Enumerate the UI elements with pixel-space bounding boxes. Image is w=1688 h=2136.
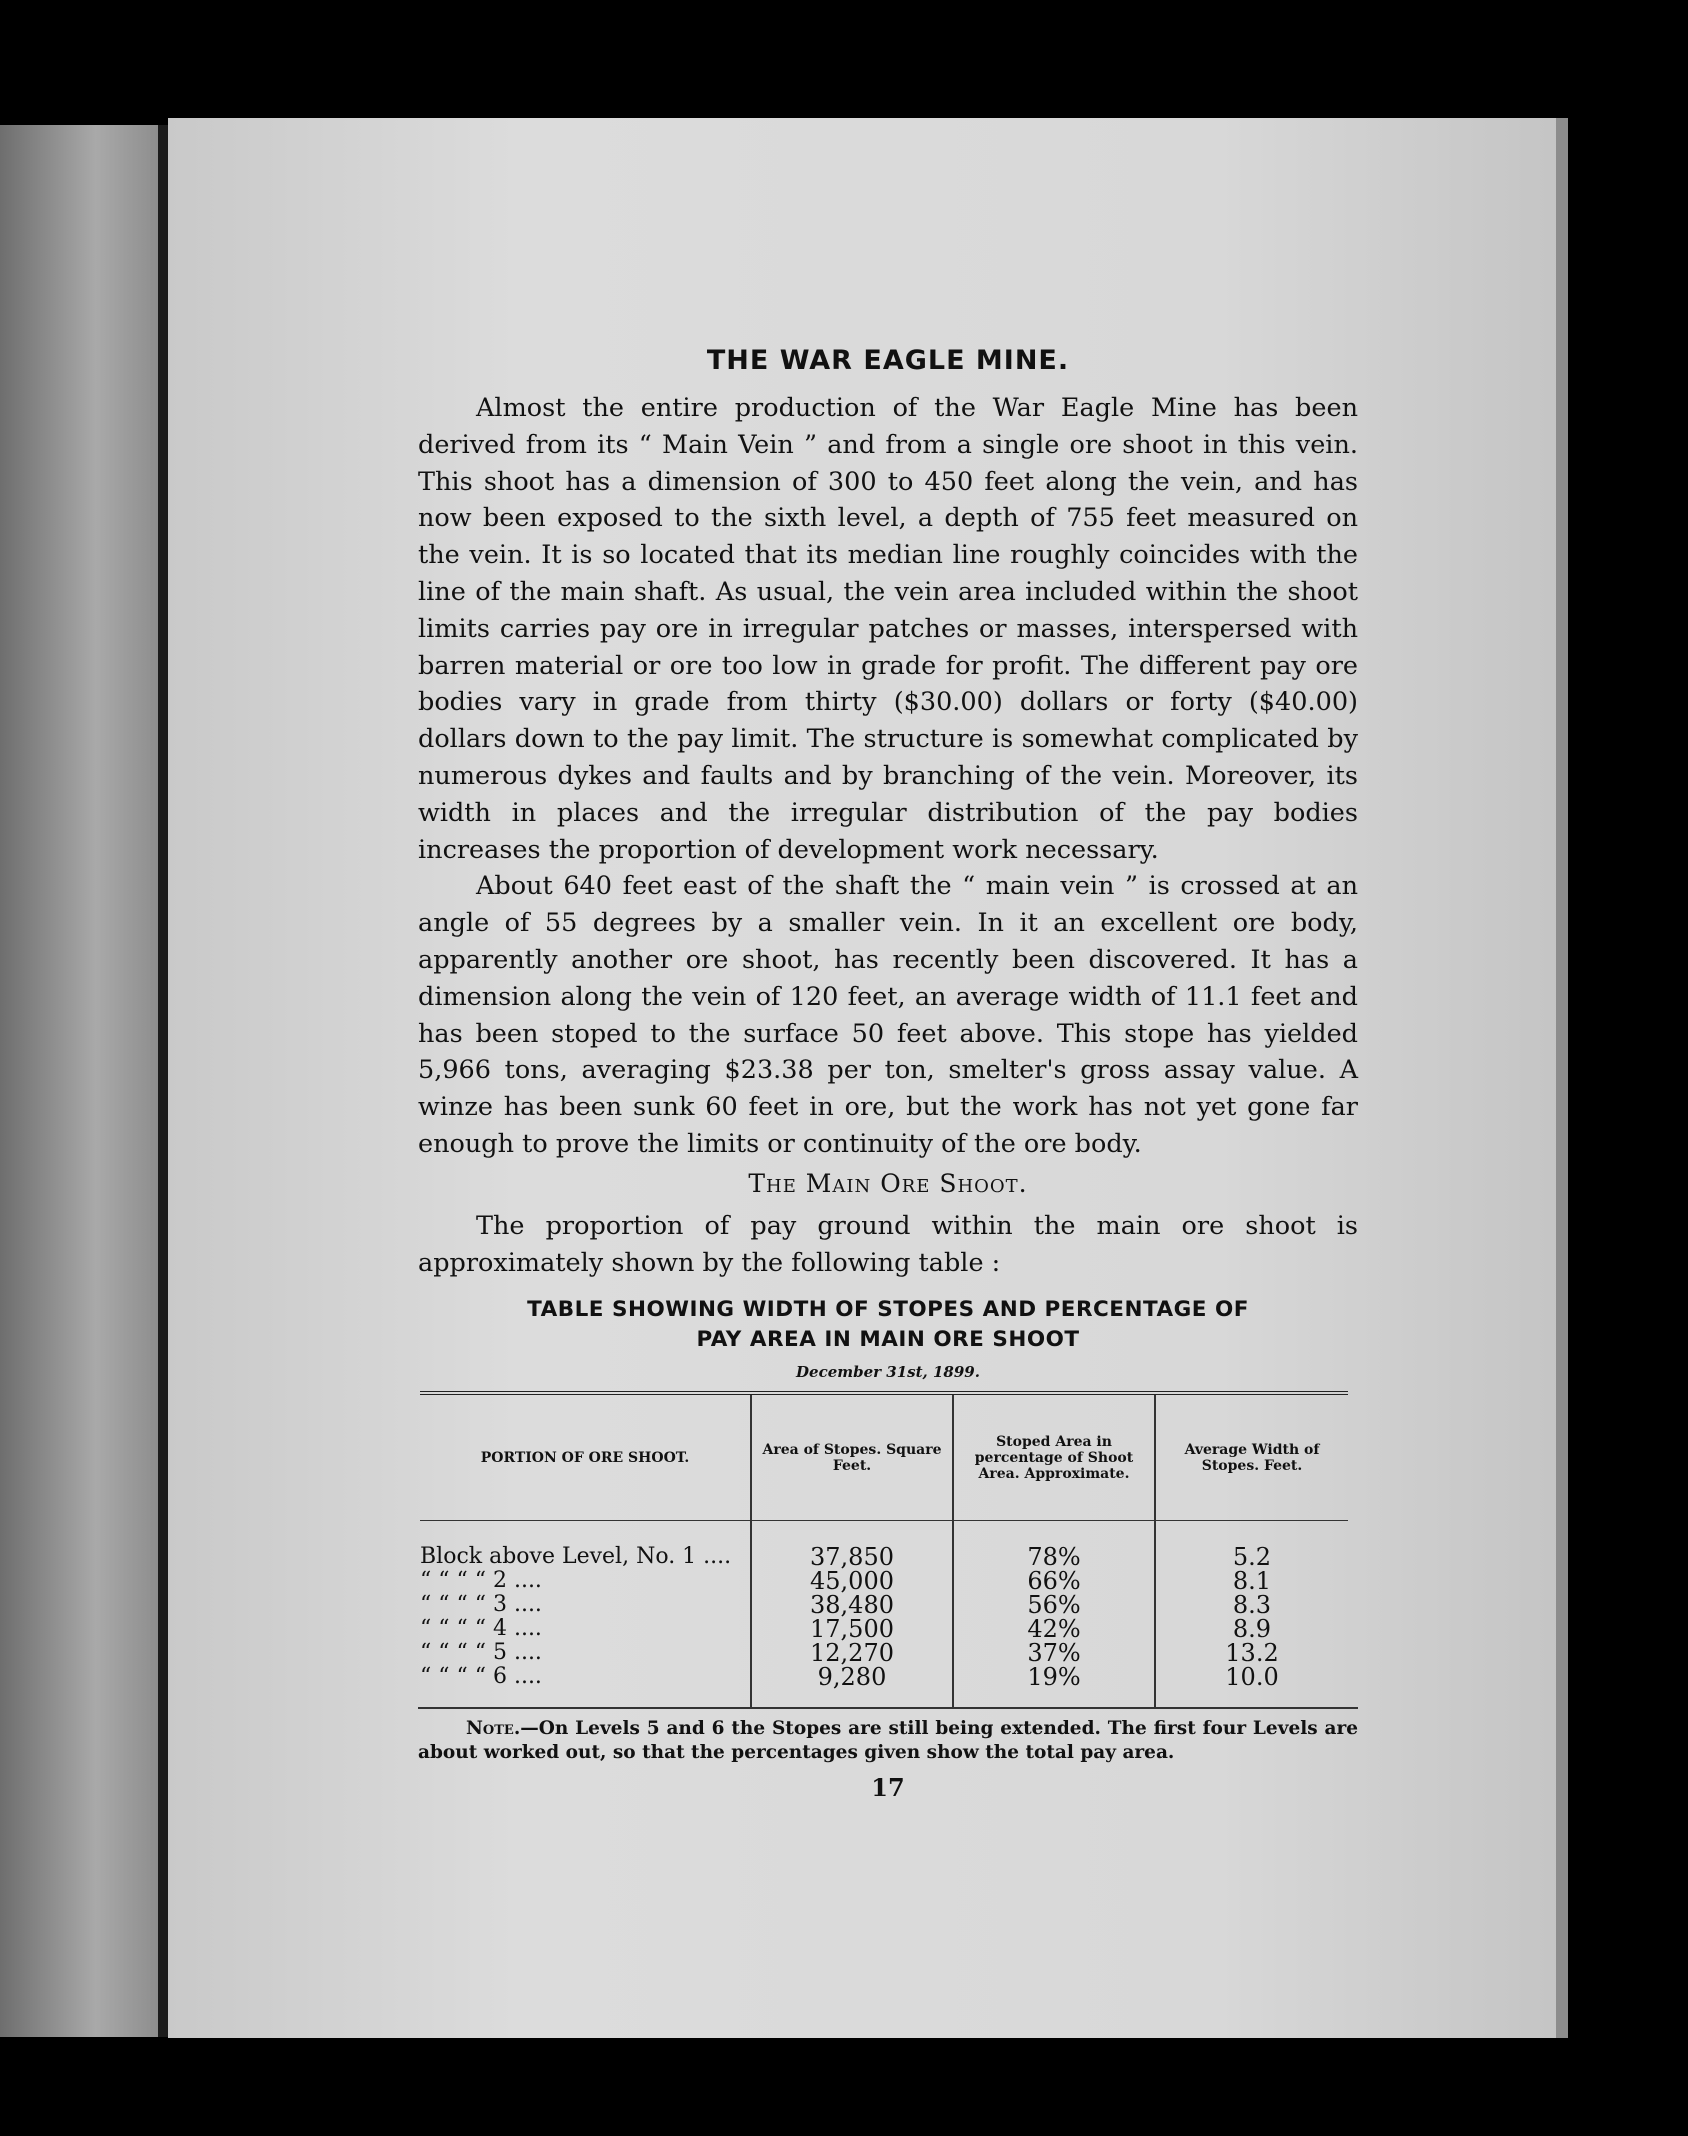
cell-width: 10.0 xyxy=(1155,1665,1348,1707)
cell-percentage: 56% xyxy=(953,1593,1155,1617)
cell-area: 9,280 xyxy=(751,1665,953,1707)
cell-area: 17,500 xyxy=(751,1617,953,1641)
cell-percentage: 42% xyxy=(953,1617,1155,1641)
cell-width: 8.3 xyxy=(1155,1593,1348,1617)
table-row xyxy=(420,1665,1348,1707)
table-title-line: TABLE SHOWING WIDTH OF STOPES AND PERCENTAGE OF xyxy=(527,1297,1249,1323)
cell-width: 8.9 xyxy=(1155,1617,1348,1641)
header-percentage: Stoped Area in percentage of Shoot Area. Approximate. xyxy=(953,1393,1155,1521)
page-number: 17 xyxy=(871,1773,905,1803)
table-note xyxy=(418,1707,1358,1765)
table-row xyxy=(420,1641,1348,1665)
cell-portion: “ “ “ “ 4 .... xyxy=(420,1616,542,1642)
cell-width: 5.2 xyxy=(1155,1521,1348,1570)
page-title: THE WAR EAGLE MINE. xyxy=(706,345,1070,376)
page-edge xyxy=(1556,118,1568,2038)
cell-portion: “ “ “ “ 3 .... xyxy=(420,1592,542,1618)
cell-percentage: 66% xyxy=(953,1569,1155,1593)
header-portion: PORTION OF ORE SHOOT. xyxy=(420,1393,751,1521)
section-heading: The Main Ore Shoot. xyxy=(748,1168,1028,1198)
table-date: December 31st, 1899. xyxy=(796,1363,980,1382)
table-intro: The proportion of pay ground within the main ore shoot is approximately shown by the following table : xyxy=(418,1210,1358,1278)
cell-width: 13.2 xyxy=(1155,1641,1348,1665)
page-content xyxy=(418,345,1358,1802)
table-row xyxy=(420,1617,1348,1641)
facing-page xyxy=(0,125,160,2037)
cell-area: 12,270 xyxy=(751,1641,953,1665)
cell-area: 45,000 xyxy=(751,1569,953,1593)
note-text: —On Levels 5 and 6 the Stopes are still being extended. The first four Levels are about worked out, so that the percentages given show the total pay area. xyxy=(418,1718,1358,1764)
cell-area: 38,480 xyxy=(751,1593,953,1617)
cell-area: 37,850 xyxy=(751,1521,953,1570)
cell-portion: “ “ “ “ 6 .... xyxy=(420,1664,542,1690)
note-label: Note. xyxy=(466,1718,521,1740)
cell-portion: “ “ “ “ 2 .... xyxy=(420,1568,542,1594)
header-width: Average Width of Stopes. Feet. xyxy=(1155,1393,1348,1521)
table-row xyxy=(420,1521,1348,1570)
ore-shoot-table xyxy=(420,1391,1348,1707)
table-header-row xyxy=(420,1393,1348,1521)
cell-portion: Block above Level, No. 1 .... xyxy=(420,1544,732,1570)
header-area: Area of Stopes. Square Feet. xyxy=(751,1393,953,1521)
paragraph: Almost the entire production of the War Eagle Mine has been derived from its “ Main Vein ” and from a single ore shoot in this vein. This shoot has a dimension of 300 to 450 feet along the vein, and has now been exposed to the sixth level, a depth of 755 feet measured on the vein. It is so located that its median line roughly coincides with the line of the main shaft. As usual, the vein area included within the shoot limits carries pay ore in irregular patches or masses, interspersed with barren material or ore too low in grade for profit. The different pay ore bodies vary in grade from thirty ($30.00) dollars or forty ($40.00) dollars down to the pay limit. The structure is somewhat complicated by numerous dykes and faults and by branching of the vein. Moreover, its width in places and the irregular distribution of the pay bodies increases the proportion of development work necessary. xyxy=(418,393,1358,865)
cell-percentage: 78% xyxy=(953,1521,1155,1570)
cell-portion: “ “ “ “ 5 .... xyxy=(420,1640,542,1666)
cell-percentage: 19% xyxy=(953,1665,1155,1707)
table-title-line: PAY AREA IN MAIN ORE SHOOT xyxy=(696,1327,1080,1353)
table-row xyxy=(420,1569,1348,1593)
table-title xyxy=(418,1295,1358,1355)
cell-width: 8.1 xyxy=(1155,1569,1348,1593)
book-spine xyxy=(158,125,168,2037)
paragraph: About 640 feet east of the shaft the “ main vein ” is crossed at an angle of 55 degrees by a smaller vein. In it an excellent ore body, apparently another ore shoot, has recently been discovered. It has a dimension along the vein of 120 feet, an average width of 11.1 feet and has been stoped to the surface 50 feet above. This stope has yielded 5,966 tons, averaging $23.38 per ton, smelter's gross assay value. A winze has been sunk 60 feet in ore, but the work has not yet gone far enough to prove the limits or continuity of the ore body. xyxy=(418,871,1358,1159)
cell-percentage: 37% xyxy=(953,1641,1155,1665)
table-row xyxy=(420,1593,1348,1617)
